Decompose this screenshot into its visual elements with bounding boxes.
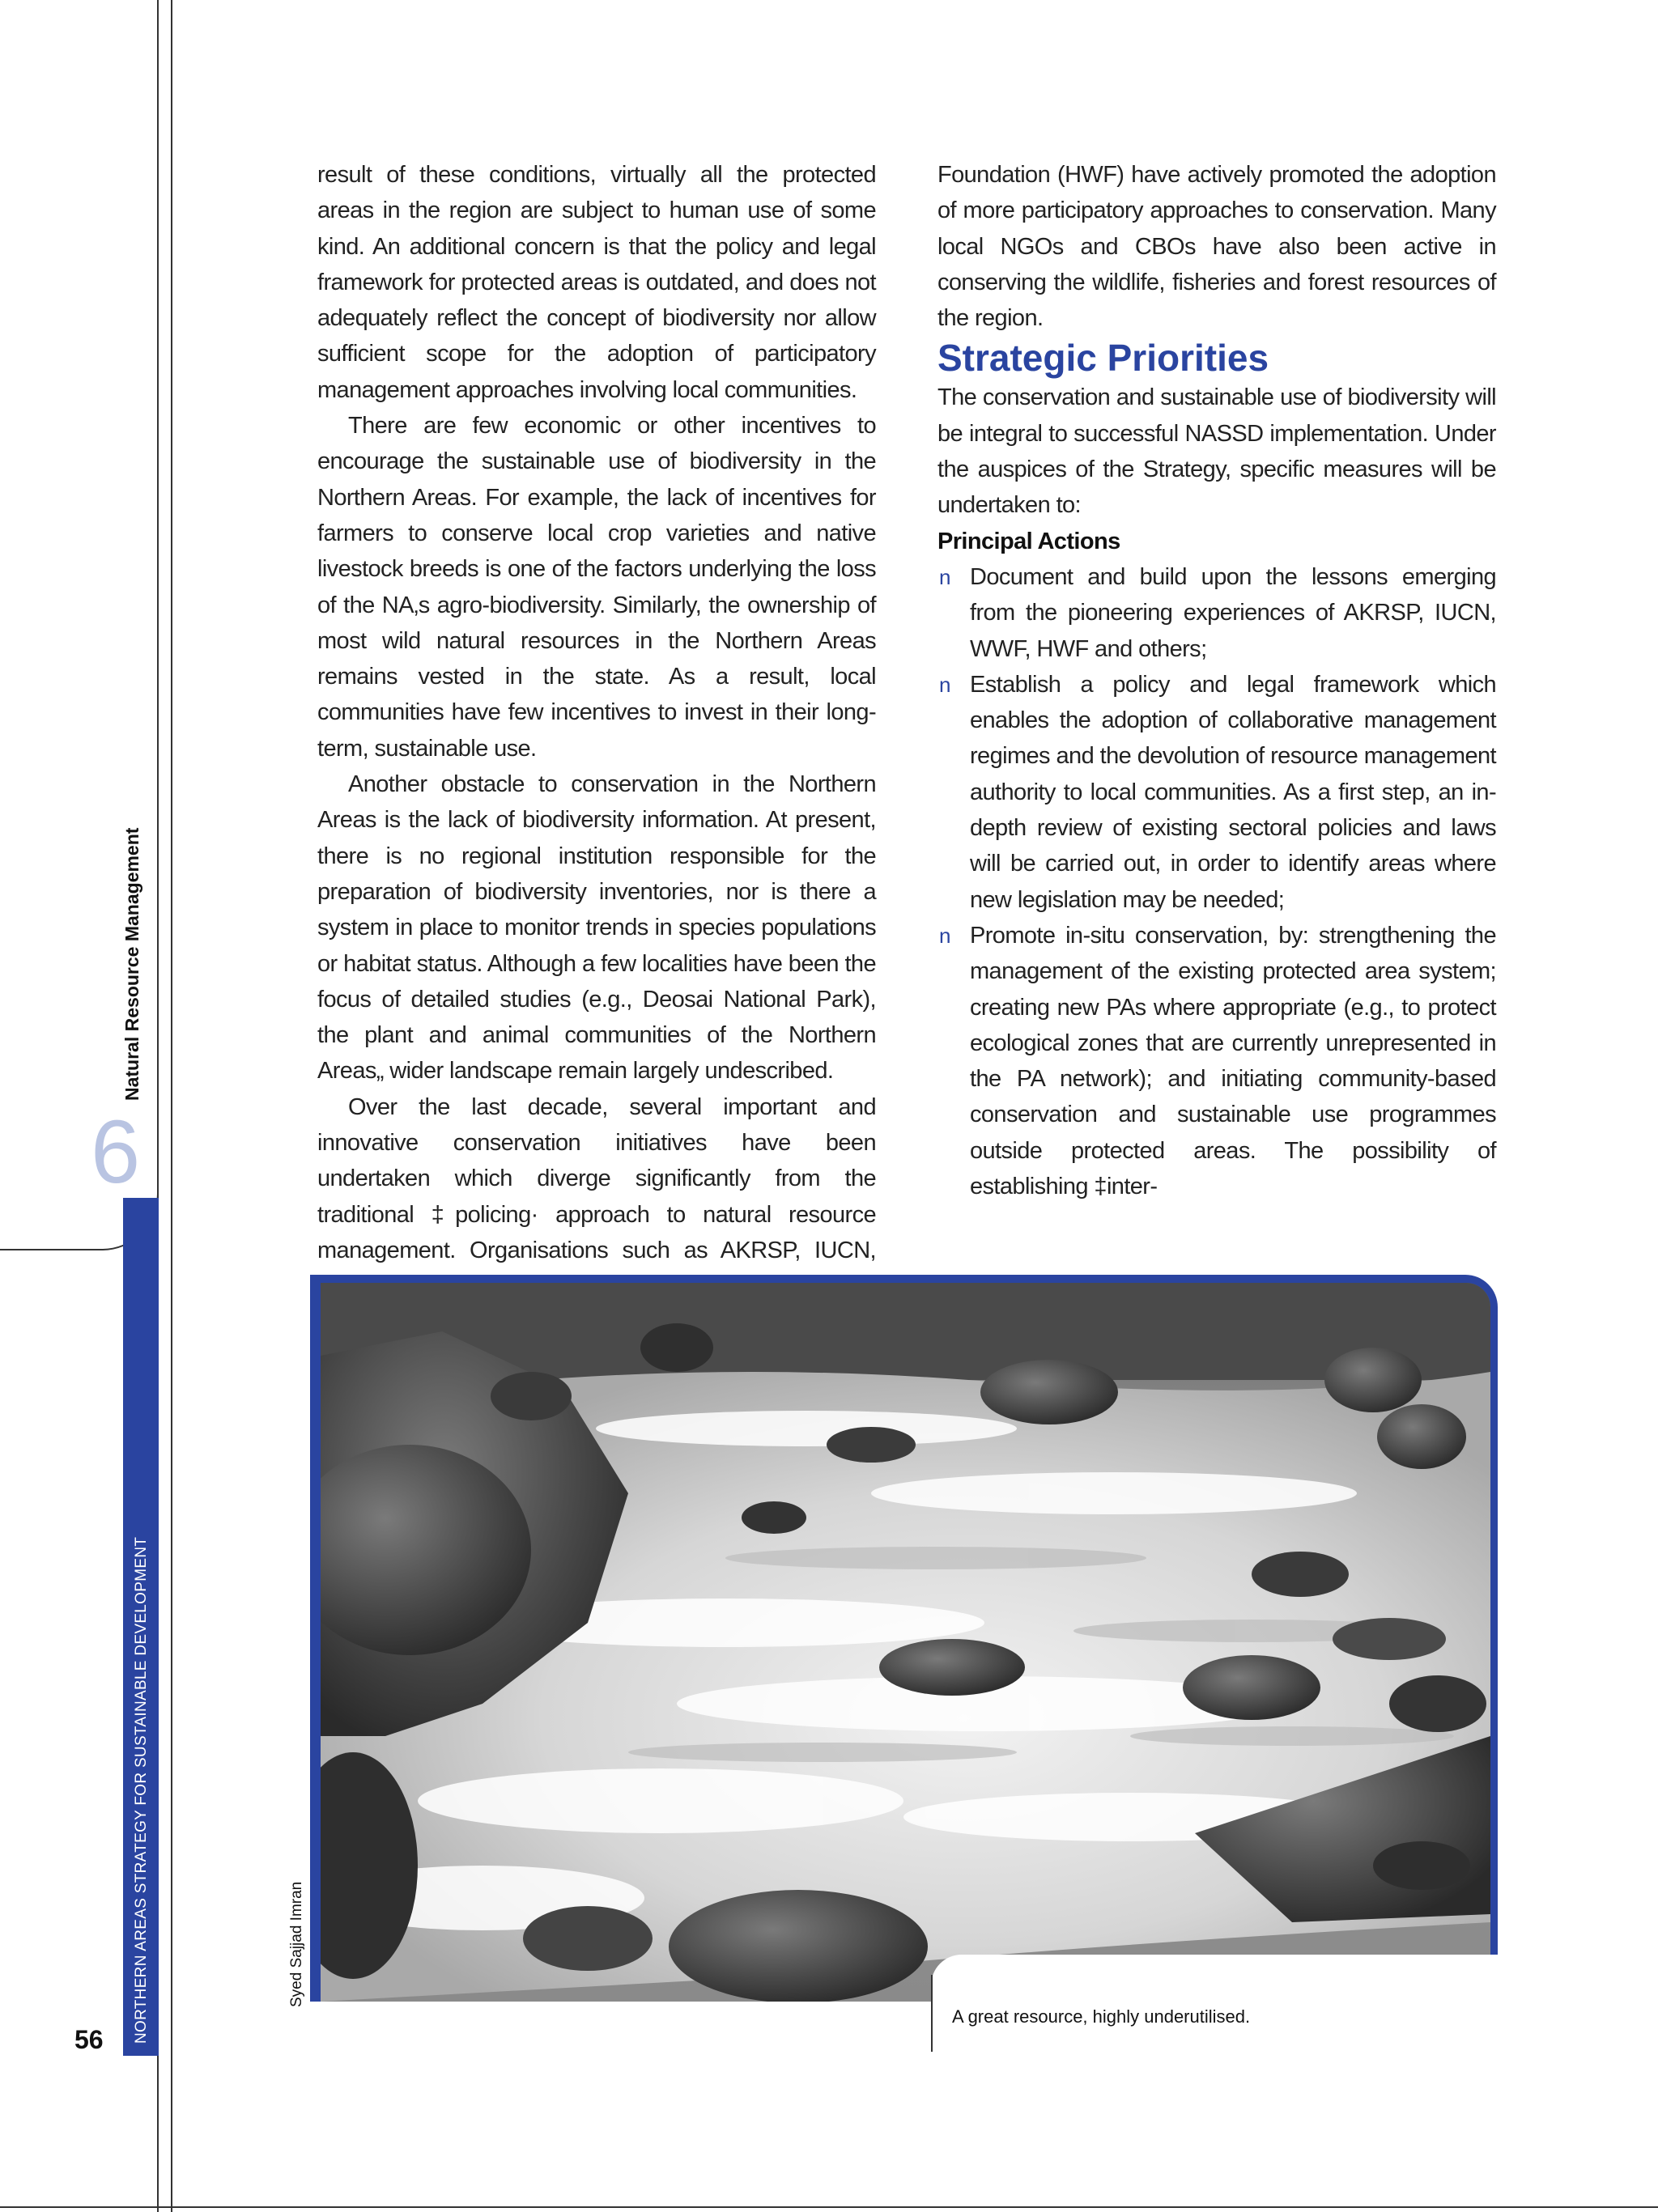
list-item — [937, 918, 1496, 1204]
list-item-text: Promote in-situ conservation, by: strengthening the management of the existing protected area system; creating new PAs where appropriate (e.g., to protect ecological zones that are currently unrepresented in the PA network); and initiating community-based conservation and sustainable use programmes outside protected areas. The possibility of establishing ‡inter- — [970, 922, 1496, 1200]
bullet-icon: n — [939, 564, 950, 589]
page-number: 56 — [74, 2025, 104, 2054]
right-column — [937, 157, 1496, 1204]
paragraph: Foundation (HWF) have actively promoted the adoption of more participatory approaches to conservation. Many local NGOs and CBOs have also been active in conserving the wildlife, fisheries and forest resources of the region. — [937, 162, 1496, 332]
paragraph: Another obstacle to conservation in the Northern Areas is the lack of biodiversity information. At present, there is no regional institution responsible for the preparation of biodiversity inventories, nor is there a system in place to monitor trends in species populations or habitat status. Although a few localities have been the focus of detailed studies (e.g., Deosai National Park), the plant and animal communities of the Northern Areas„ wider landscape remain largely undescribed. — [317, 771, 876, 1085]
list-item — [937, 667, 1496, 918]
river-photo-illustration — [321, 1283, 1490, 2002]
photo-frame — [310, 1275, 1498, 2002]
photo-caption: A great resource, highly underutilised. — [952, 2006, 1251, 2027]
left-column — [317, 157, 876, 1305]
section-heading: Strategic Priorities — [937, 337, 1269, 380]
chapter-title: Natural Resource Management — [121, 827, 142, 1101]
paragraph: Over the last decade, several important and innovative conservation initiatives have been undertaken which diverge significantly from the traditional ‡policing· approach to natural resource management. Organisations such as AKRSP, IUCN, — [317, 1093, 876, 1263]
chapter-number: 6 — [91, 1102, 141, 1202]
bullet-icon: n — [939, 672, 950, 697]
bottom-rule — [0, 2206, 1658, 2208]
caption-notch — [931, 1955, 1514, 2052]
left-rule-inner — [171, 0, 172, 2212]
sub-heading: Principal Actions — [937, 528, 1120, 554]
bullet-icon: n — [939, 923, 950, 948]
action-list — [937, 559, 1496, 1204]
list-item-text: Document and build upon the lessons emerging from the pioneering experiences of AKRSP, IUCN, WWF, HWF and others; — [970, 563, 1496, 662]
paragraph: The conservation and sustainable use of biodiversity will be integral to successful NASSD implementation. Under the auspices of the Strategy, specific measures will be undertaken to: — [937, 384, 1496, 519]
list-item-text: Establish a policy and legal framework which enables the adoption of collaborative management regimes and the devolution of resource management authority to local communities. As a first step, an in-depth review of existing sectoral policies and laws will be carried out, in order to identify areas where new legislation may be needed; — [970, 671, 1496, 913]
caption-rule — [931, 1975, 933, 2052]
river-photo — [321, 1283, 1490, 2002]
photo-credit: Syed Sajjad Imran — [288, 1881, 305, 2007]
list-item — [937, 559, 1496, 667]
paragraph: result of these conditions, virtually all the protected areas in the region are subject to human use of some kind. An additional concern is that the policy and legal framework for protected areas is outdated, and does not adequately reflect the concept of biodiversity nor allow sufficient scope for the adoption of participatory management approaches involving local communities. — [317, 162, 876, 403]
paragraph: There are few economic or other incentives to encourage the sustainable use of biodiversity in the Northern Areas. For example, the lack of incentives for farmers to conserve local crop varieties and native livestock breeds is one of the factors underlying the loss of the NA‚s agro-biodiversity. Similarly, the ownership of most wild natural resources in the Northern Areas remains vested in the state. As a result, local communities have few incentives to invest in their long-term, sustainable use. — [317, 413, 876, 762]
series-title: NORTHERN AREAS STRATEGY FOR SUSTAINABLE DEVELOPMENT — [133, 1536, 150, 2044]
